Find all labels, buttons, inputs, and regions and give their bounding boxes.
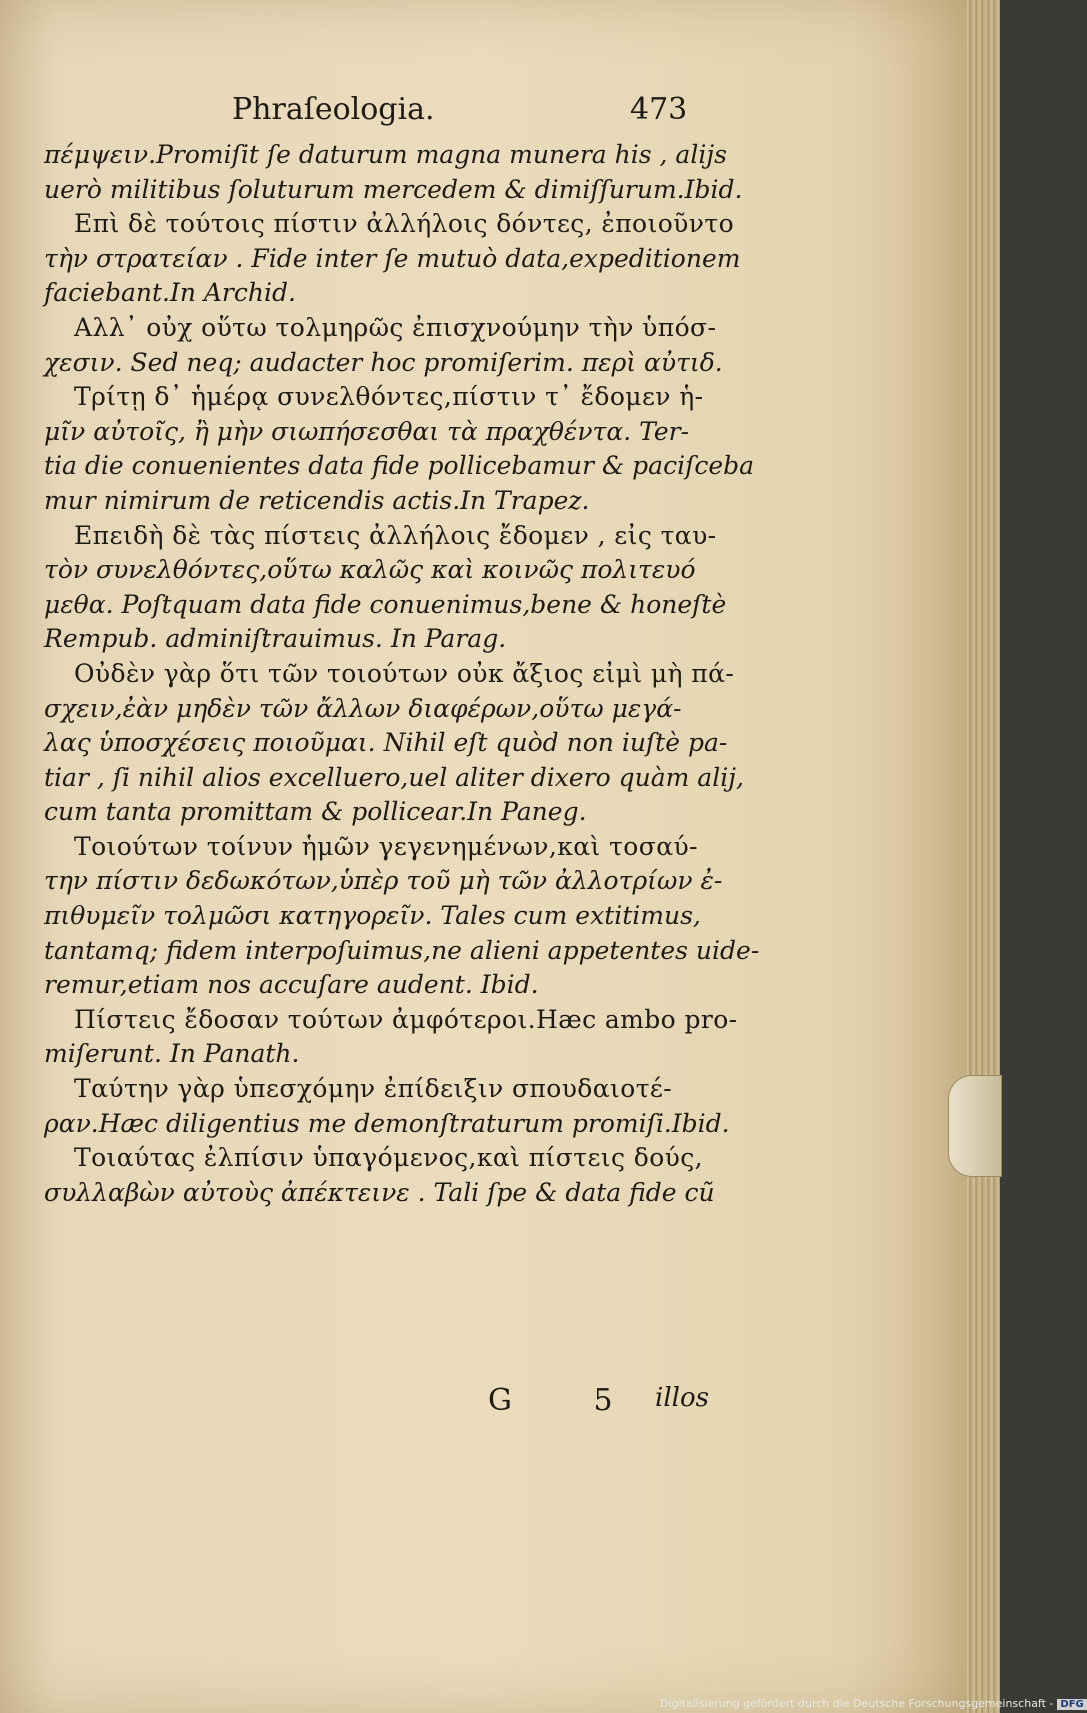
text-line: Ταύτην γὰρ ὑπεσχόμην ἐπίδειξιν σπουδαιοτέ- xyxy=(74,1074,673,1104)
text-line: faciebant.In Archid. xyxy=(44,278,296,308)
text-line: σχειν,ἐὰν μηδὲν τῶν ἄλλων διαφέρων,οὕτω μεγά- xyxy=(44,693,682,723)
text-line: Τοιούτων τοίνυν ἡμῶν γεγενημένων,καὶ τοσαύ- xyxy=(74,831,698,861)
text-line: ραν.Hæc diligentius me demonſtraturum promiſi.Ibid. xyxy=(44,1108,730,1138)
text-line: Αλλ᾽ οὐχ οὕτω τολμηρῶς ἐπισχνούμην τὴν ὑπόσ- xyxy=(74,312,717,342)
text-line: Rempub. adminiſtrauimus. In Parag. xyxy=(44,624,507,654)
text-line: την πίστιν δεδωκότων,ὑπὲρ τοῦ μὴ τῶν ἀλλοτρίων ἐ- xyxy=(44,866,723,896)
footer-credit xyxy=(660,1697,1087,1710)
text-line: tia die conuenientes data fide pollicebamur & paciſceba xyxy=(44,451,755,481)
text-block xyxy=(44,138,760,1210)
text-line: miſerunt. In Panath. xyxy=(44,1039,300,1069)
signature-mark: G 5 xyxy=(488,1383,649,1418)
running-head xyxy=(232,92,692,134)
text-line: χεσιν. Sed neq; audacter hoc promiſerim. περὶ αὐτιδ. xyxy=(44,347,723,377)
text-line: Τοιαύτας ἐλπίσιν ὑπαγόμενος,καὶ πίστεις δούς, xyxy=(74,1143,704,1173)
text-line: μῖν αὐτοῖς, ἢ μὴν σιωπήσεσθαι τὰ πραχθέντα. Ter- xyxy=(44,416,690,446)
text-line: τὴν στρατείαν . Fide inter ſe mutuò data,expeditionem xyxy=(44,243,741,273)
text-line: Τρίτῃ δ᾽ ἡμέρᾳ συνελθόντες,πίστιν τ᾽ ἔδομεν ἡ- xyxy=(74,382,704,412)
text-line: uerò militibus ſoluturum mercedem & dimiſſurum.Ibid. xyxy=(44,174,743,204)
text-line: πέμψειν.Promiſit ſe daturum magna munera his , aliјs xyxy=(44,140,727,169)
text-line: τὸν συνελθόντες,οὕτω καλῶς καὶ κοινῶς πολιτευό xyxy=(44,555,696,585)
catchword: illos xyxy=(655,1383,709,1413)
text-line: μεθα. Poſtquam data fide conuenimus,bene & honeſtè xyxy=(44,589,727,619)
page-edge xyxy=(966,0,1000,1713)
page-title: Phraſeologia. xyxy=(232,92,435,127)
text-line: remur,etiam nos accuſare audent. Ibid. xyxy=(44,970,539,1000)
text-line: mur nimirum de reticendis actis.In Trapez. xyxy=(44,485,590,515)
page-clip xyxy=(948,1075,1002,1177)
text-line: tiar , ſi nihil alios excelluero,uel aliter dixero quàm aliј, xyxy=(44,762,744,792)
text-line: Πίστεις ἔδοσαν τούτων ἀμφότεροι.Hæc ambo pro- xyxy=(74,1004,738,1034)
page-number: 473 xyxy=(630,92,688,127)
footer-credit-text: Digitalisierung gefördert durch die Deutsche Forschungsgemeinschaft - xyxy=(660,1697,1054,1710)
dfg-logo: DFG xyxy=(1057,1699,1086,1710)
text-line: Επὶ δὲ τούτοις πίστιν ἀλλήλοις δόντες, ἐποιοῦντο xyxy=(74,209,735,239)
text-line: Οὐδὲν γὰρ ὅτι τῶν τοιούτων οὐκ ἄξιος εἰμὶ μὴ πά- xyxy=(74,658,735,688)
text-line: Επειδὴ δὲ τὰς πίστεις ἀλλήλοις ἔδομεν , εἰς ταυ- xyxy=(74,520,717,550)
text-line: συλλαβὼν αὐτοὺς ἀπέκτεινε . Tali ſpe & data fide cũ xyxy=(44,1177,715,1207)
text-line: λας ὑποσχέσεις ποιοῦμαι. Nihil eſt quòd non iuſtè pa- xyxy=(44,728,728,758)
text-line: cum tanta promittam & pollicear.In Paneg. xyxy=(44,797,587,827)
text-line: tantamq; fidem interpoſuimus,ne alieni appetentes uide- xyxy=(44,935,760,965)
text-line: πιθυμεῖν τολμῶσι κατηγορεῖν. Tales cum extitimus, xyxy=(44,901,701,931)
